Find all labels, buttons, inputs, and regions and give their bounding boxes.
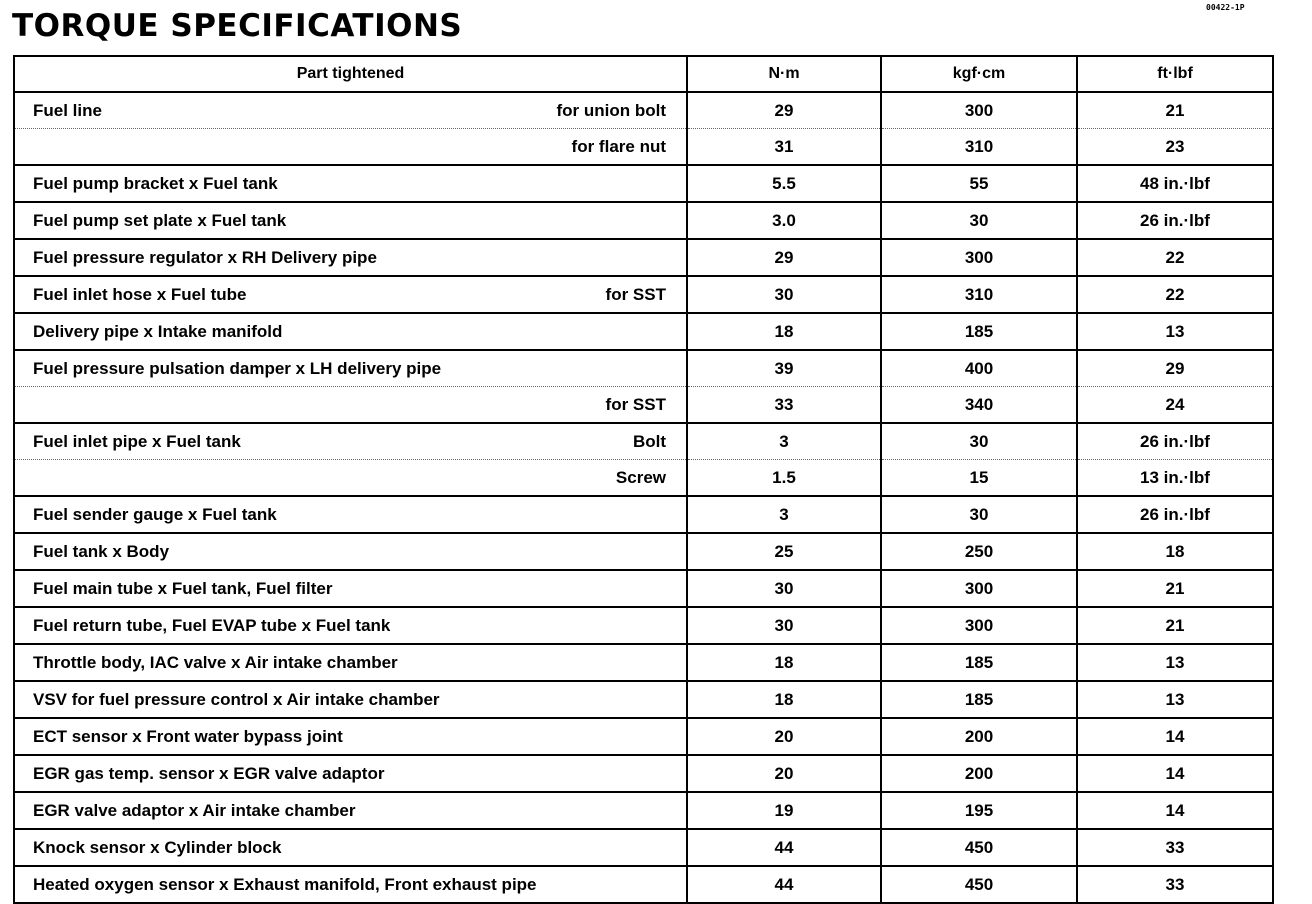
torque-kgfcm-cell: 30 bbox=[881, 496, 1077, 533]
torque-nm-cell: 33 bbox=[687, 387, 881, 424]
part-name: Heated oxygen sensor x Exhaust manifold, Front exhaust pipe bbox=[33, 874, 537, 894]
header-row bbox=[14, 56, 1273, 92]
part-cell bbox=[14, 607, 687, 644]
part-name: VSV for fuel pressure control x Air intake chamber bbox=[33, 689, 440, 709]
torque-kgfcm-cell: 310 bbox=[881, 276, 1077, 313]
part-cell bbox=[14, 792, 687, 829]
torque-kgfcm-cell: 450 bbox=[881, 866, 1077, 903]
table-row bbox=[14, 387, 1273, 424]
torque-ftlbf-cell: 14 bbox=[1077, 718, 1273, 755]
torque-nm-cell: 44 bbox=[687, 829, 881, 866]
torque-nm-cell: 29 bbox=[687, 239, 881, 276]
table-row bbox=[14, 644, 1273, 681]
torque-ftlbf-cell: 14 bbox=[1077, 792, 1273, 829]
torque-ftlbf-cell: 26 in.·lbf bbox=[1077, 423, 1273, 460]
part-name: Fuel tank x Body bbox=[33, 541, 170, 561]
part-name: EGR valve adaptor x Air intake chamber bbox=[33, 800, 356, 820]
torque-kgfcm-cell: 300 bbox=[881, 92, 1077, 129]
part-note: Screw bbox=[615, 467, 666, 487]
part-name: Fuel sender gauge x Fuel tank bbox=[33, 504, 277, 524]
table-row bbox=[14, 792, 1273, 829]
part-cell bbox=[14, 460, 687, 497]
torque-nm-cell: 3 bbox=[687, 496, 881, 533]
torque-ftlbf-cell: 13 bbox=[1077, 681, 1273, 718]
part-cell bbox=[14, 313, 687, 350]
part-cell bbox=[14, 866, 687, 903]
document-code: 00422-1P bbox=[1206, 3, 1245, 12]
torque-nm-cell: 18 bbox=[687, 681, 881, 718]
torque-nm-cell: 31 bbox=[687, 129, 881, 166]
torque-nm-cell: 5.5 bbox=[687, 165, 881, 202]
torque-kgfcm-cell: 300 bbox=[881, 607, 1077, 644]
torque-kgfcm-cell: 450 bbox=[881, 829, 1077, 866]
table-row bbox=[14, 92, 1273, 129]
table-row bbox=[14, 276, 1273, 313]
table-row bbox=[14, 350, 1273, 387]
part-name: Knock sensor x Cylinder block bbox=[33, 837, 282, 857]
torque-nm-cell: 30 bbox=[687, 607, 881, 644]
table-row bbox=[14, 570, 1273, 607]
torque-ftlbf-cell: 26 in.·lbf bbox=[1077, 496, 1273, 533]
part-note: for SST bbox=[605, 394, 666, 414]
torque-ftlbf-cell: 22 bbox=[1077, 276, 1273, 313]
torque-ftlbf-cell: 13 in.·lbf bbox=[1077, 460, 1273, 497]
part-cell bbox=[14, 829, 687, 866]
column-header-nm: N·m bbox=[687, 56, 881, 92]
torque-nm-cell: 1.5 bbox=[687, 460, 881, 497]
part-name: ECT sensor x Front water bypass joint bbox=[33, 726, 343, 746]
table-row bbox=[14, 460, 1273, 497]
torque-nm-cell: 20 bbox=[687, 718, 881, 755]
torque-kgfcm-cell: 185 bbox=[881, 313, 1077, 350]
torque-ftlbf-cell: 18 bbox=[1077, 533, 1273, 570]
torque-kgfcm-cell: 185 bbox=[881, 681, 1077, 718]
table-row bbox=[14, 202, 1273, 239]
table-row bbox=[14, 718, 1273, 755]
torque-ftlbf-cell: 33 bbox=[1077, 866, 1273, 903]
part-name: Fuel pump set plate x Fuel tank bbox=[33, 210, 287, 230]
torque-kgfcm-cell: 55 bbox=[881, 165, 1077, 202]
torque-nm-cell: 30 bbox=[687, 276, 881, 313]
part-name: Fuel inlet hose x Fuel tube bbox=[33, 284, 247, 304]
column-header-part: Part tightened bbox=[14, 56, 687, 92]
part-note: for union bolt bbox=[556, 100, 666, 120]
torque-kgfcm-cell: 200 bbox=[881, 718, 1077, 755]
part-cell bbox=[14, 129, 687, 166]
part-name: Throttle body, IAC valve x Air intake chamber bbox=[33, 652, 398, 672]
table-row bbox=[14, 755, 1273, 792]
part-cell bbox=[14, 387, 687, 424]
torque-nm-cell: 18 bbox=[687, 644, 881, 681]
torque-ftlbf-cell: 22 bbox=[1077, 239, 1273, 276]
table-row bbox=[14, 165, 1273, 202]
torque-kgfcm-cell: 195 bbox=[881, 792, 1077, 829]
table-row bbox=[14, 681, 1273, 718]
torque-kgfcm-cell: 300 bbox=[881, 570, 1077, 607]
part-cell bbox=[14, 644, 687, 681]
part-cell bbox=[14, 570, 687, 607]
torque-nm-cell: 44 bbox=[687, 866, 881, 903]
table-row bbox=[14, 423, 1273, 460]
part-cell bbox=[14, 239, 687, 276]
table-row bbox=[14, 129, 1273, 166]
torque-kgfcm-cell: 310 bbox=[881, 129, 1077, 166]
column-header-ftlbf: ft·lbf bbox=[1077, 56, 1273, 92]
table-row bbox=[14, 607, 1273, 644]
table-row bbox=[14, 496, 1273, 533]
table-row bbox=[14, 239, 1273, 276]
table-body bbox=[14, 92, 1273, 903]
part-name: Fuel line bbox=[33, 100, 102, 120]
torque-ftlbf-cell: 21 bbox=[1077, 570, 1273, 607]
torque-ftlbf-cell: 23 bbox=[1077, 129, 1273, 166]
part-name: Fuel main tube x Fuel tank, Fuel filter bbox=[33, 578, 333, 598]
part-cell bbox=[14, 496, 687, 533]
part-name: Fuel pump bracket x Fuel tank bbox=[33, 173, 278, 193]
column-header-kgfcm: kgf·cm bbox=[881, 56, 1077, 92]
torque-ftlbf-cell: 21 bbox=[1077, 92, 1273, 129]
torque-kgfcm-cell: 300 bbox=[881, 239, 1077, 276]
part-name: Fuel pressure regulator x RH Delivery pipe bbox=[33, 247, 377, 267]
part-note: for flare nut bbox=[571, 136, 666, 156]
part-note: for SST bbox=[605, 284, 666, 304]
torque-nm-cell: 20 bbox=[687, 755, 881, 792]
torque-spec-table bbox=[13, 55, 1274, 904]
table-row bbox=[14, 533, 1273, 570]
torque-kgfcm-cell: 340 bbox=[881, 387, 1077, 424]
torque-nm-cell: 19 bbox=[687, 792, 881, 829]
torque-nm-cell: 25 bbox=[687, 533, 881, 570]
torque-ftlbf-cell: 21 bbox=[1077, 607, 1273, 644]
part-cell bbox=[14, 681, 687, 718]
torque-nm-cell: 3.0 bbox=[687, 202, 881, 239]
torque-kgfcm-cell: 30 bbox=[881, 423, 1077, 460]
part-note: Bolt bbox=[632, 431, 666, 451]
part-cell bbox=[14, 718, 687, 755]
part-cell bbox=[14, 276, 687, 313]
torque-nm-cell: 30 bbox=[687, 570, 881, 607]
torque-ftlbf-cell: 14 bbox=[1077, 755, 1273, 792]
part-name: EGR gas temp. sensor x EGR valve adaptor bbox=[33, 763, 385, 783]
torque-ftlbf-cell: 13 bbox=[1077, 644, 1273, 681]
torque-nm-cell: 18 bbox=[687, 313, 881, 350]
part-name: Delivery pipe x Intake manifold bbox=[33, 321, 283, 341]
torque-nm-cell: 29 bbox=[687, 92, 881, 129]
part-name: Fuel inlet pipe x Fuel tank bbox=[33, 431, 241, 451]
torque-kgfcm-cell: 400 bbox=[881, 350, 1077, 387]
table-row bbox=[14, 313, 1273, 350]
part-cell bbox=[14, 350, 687, 387]
torque-kgfcm-cell: 30 bbox=[881, 202, 1077, 239]
torque-ftlbf-cell: 48 in.·lbf bbox=[1077, 165, 1273, 202]
table-row bbox=[14, 866, 1273, 903]
torque-ftlbf-cell: 26 in.·lbf bbox=[1077, 202, 1273, 239]
part-name: Fuel pressure pulsation damper x LH delivery pipe bbox=[33, 358, 442, 378]
torque-ftlbf-cell: 33 bbox=[1077, 829, 1273, 866]
torque-kgfcm-cell: 15 bbox=[881, 460, 1077, 497]
part-cell bbox=[14, 165, 687, 202]
torque-nm-cell: 39 bbox=[687, 350, 881, 387]
torque-kgfcm-cell: 250 bbox=[881, 533, 1077, 570]
part-cell bbox=[14, 755, 687, 792]
table-row bbox=[14, 829, 1273, 866]
torque-ftlbf-cell: 29 bbox=[1077, 350, 1273, 387]
torque-nm-cell: 3 bbox=[687, 423, 881, 460]
torque-kgfcm-cell: 185 bbox=[881, 644, 1077, 681]
table-header bbox=[14, 56, 1273, 92]
page-title: TORQUE SPECIFICATIONS bbox=[12, 8, 463, 44]
torque-ftlbf-cell: 13 bbox=[1077, 313, 1273, 350]
part-name: Fuel return tube, Fuel EVAP tube x Fuel tank bbox=[33, 615, 391, 635]
part-cell bbox=[14, 92, 687, 129]
torque-ftlbf-cell: 24 bbox=[1077, 387, 1273, 424]
part-cell bbox=[14, 533, 687, 570]
part-cell bbox=[14, 423, 687, 460]
part-cell bbox=[14, 202, 687, 239]
torque-kgfcm-cell: 200 bbox=[881, 755, 1077, 792]
